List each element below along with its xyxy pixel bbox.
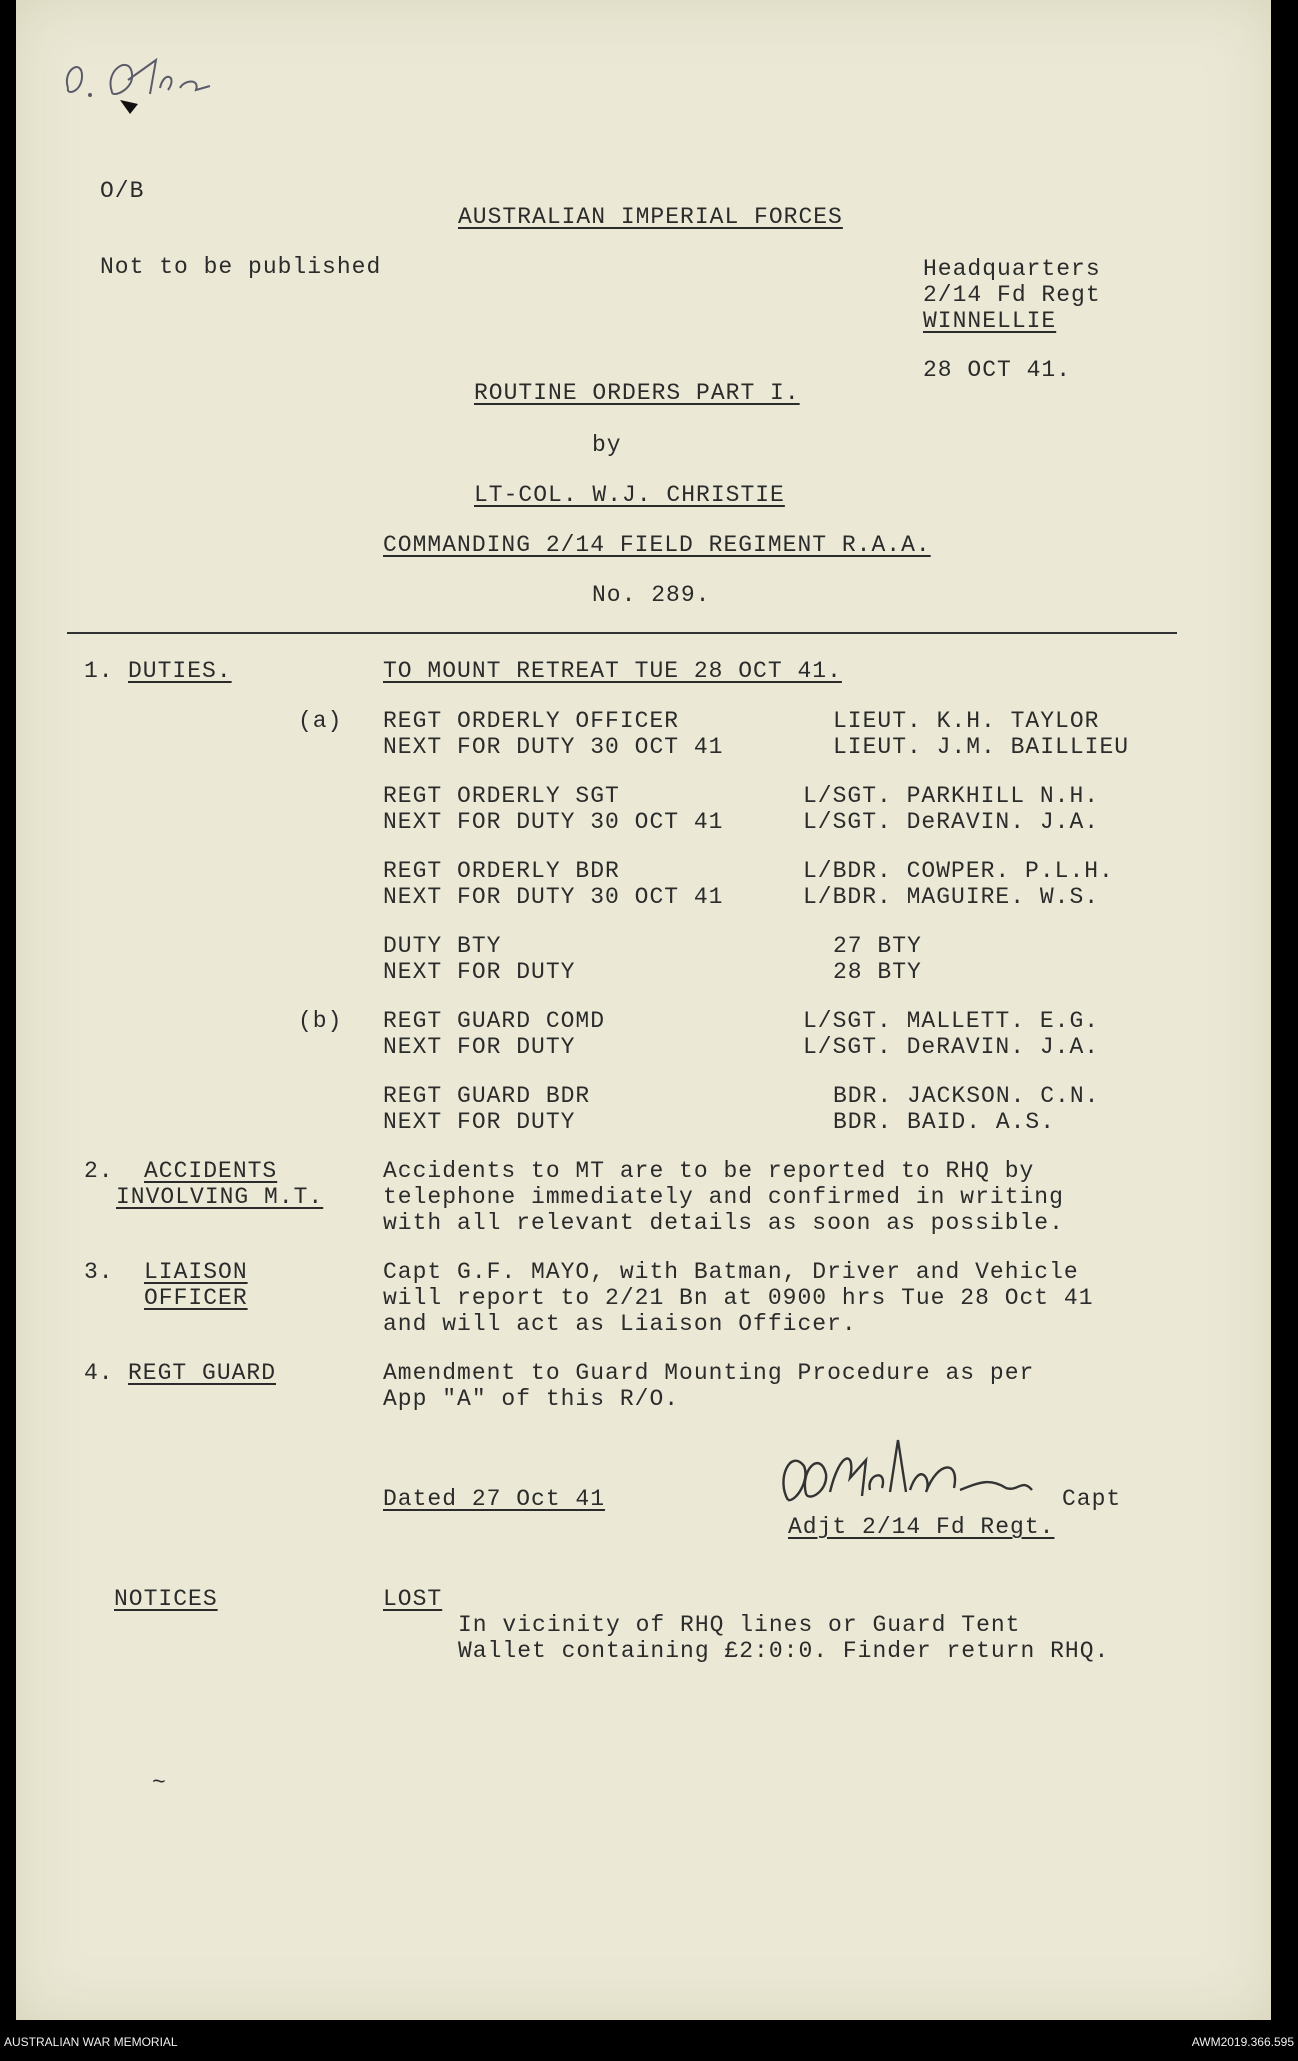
duty-name: LIEUT. K.H. TAYLOR [833,708,1100,734]
duties-subtitle: TO MOUNT RETREAT TUE 28 OCT 41. [383,658,842,684]
duty-role: REGT ORDERLY OFFICER [383,708,680,734]
dated-line: Dated 27 Oct 41 [383,1486,606,1512]
duty-name: BDR. JACKSON. C.N. [833,1083,1100,1109]
item-heading-line2: INVOLVING M.T. [116,1184,324,1210]
handwritten-signature [770,1430,1090,1520]
not-published-note: Not to be published [100,254,382,280]
notices-heading: NOTICES [114,1586,218,1612]
duties-number: 1. [84,658,114,684]
duty-role: REGT GUARD COMD [383,1008,606,1034]
item-text-line: Accidents to MT are to be reported to RHQ by [383,1158,1035,1184]
section-a-label: (a) [298,708,343,734]
hq-line-3: WINNELLIE [923,308,1057,334]
item-text-line: Capt G.F. MAYO, with Batman, Driver and Vehicle [383,1259,1079,1285]
item-heading-line1: ACCIDENTS [144,1158,278,1184]
document-title: AUSTRALIAN IMPERIAL FORCES [458,204,843,230]
duty-name: BDR. BAID. A.S. [833,1109,1056,1135]
item-heading-line2: OFFICER [144,1285,248,1311]
notice-text-line: Wallet containing £2:0:0. Finder return RHQ. [458,1638,1110,1664]
footer-right: AWM2019.366.595 [1191,2035,1294,2049]
orders-title: ROUTINE ORDERS PART I. [474,380,800,406]
duty-role: REGT ORDERLY BDR [383,858,620,884]
by-label: by [592,432,622,458]
duty-role: NEXT FOR DUTY [383,959,576,985]
duty-role: NEXT FOR DUTY [383,1109,576,1135]
reference-code: O/B [100,178,145,204]
duty-name: LIEUT. J.M. BAILLIEU [833,734,1130,760]
hq-line-1: Headquarters [923,256,1101,282]
item-number: 3. [84,1259,114,1285]
duty-name: 28 BTY [833,959,922,985]
commanding-line: COMMANDING 2/14 FIELD REGIMENT R.A.A. [383,532,931,558]
dash-mark: ~ [152,1770,167,1796]
footer-left: AUSTRALIAN WAR MEMORIAL [4,2035,178,2049]
duty-name: 27 BTY [833,933,922,959]
item-number: 2. [84,1158,114,1184]
order-date: 28 OCT 41. [923,357,1072,383]
item-text-line: Amendment to Guard Mounting Procedure as per [383,1360,1035,1386]
item-text-line: will report to 2/21 Bn at 0900 hrs Tue 28 Oct 41 [383,1285,1094,1311]
duties-heading: DUTIES. [128,658,232,684]
handwritten-note [60,40,240,120]
item-heading-line1: REGT GUARD [128,1360,277,1386]
duty-role: DUTY BTY [383,933,502,959]
signer-position: Adjt 2/14 Fd Regt. [788,1514,1055,1540]
divider-line [67,632,1177,634]
notices-subheading: LOST [383,1586,443,1612]
duty-name: L/BDR. MAGUIRE. W.S. [803,884,1100,910]
duty-role: NEXT FOR DUTY 30 OCT 41 [383,884,724,910]
hq-line-2: 2/14 Fd Regt [923,282,1101,308]
duty-role: REGT ORDERLY SGT [383,783,620,809]
duty-name: L/SGT. PARKHILL N.H. [803,783,1100,809]
commander-name: LT-COL. W.J. CHRISTIE [474,482,785,508]
duty-role: NEXT FOR DUTY 30 OCT 41 [383,809,724,835]
item-heading-line1: LIAISON [144,1259,248,1285]
duty-name: L/SGT. DeRAVIN. J.A. [803,809,1100,835]
duty-name: L/SGT. DeRAVIN. J.A. [803,1034,1100,1060]
item-text-line: App "A" of this R/O. [383,1386,680,1412]
item-text-line: telephone immediately and confirmed in writing [383,1184,1064,1210]
item-text-line: and will act as Liaison Officer. [383,1311,857,1337]
item-text-line: with all relevant details as soon as possible. [383,1210,1064,1236]
signer-rank: Capt [1062,1486,1122,1512]
duty-name: L/BDR. COWPER. P.L.H. [803,858,1114,884]
order-number: No. 289. [592,582,711,608]
duty-role: NEXT FOR DUTY 30 OCT 41 [383,734,724,760]
duty-role: REGT GUARD BDR [383,1083,591,1109]
duty-name: L/SGT. MALLETT. E.G. [803,1008,1100,1034]
item-number: 4. [84,1360,114,1386]
section-b-label: (b) [298,1008,343,1034]
duty-role: NEXT FOR DUTY [383,1034,576,1060]
notice-text-line: In vicinity of RHQ lines or Guard Tent [458,1612,1021,1638]
